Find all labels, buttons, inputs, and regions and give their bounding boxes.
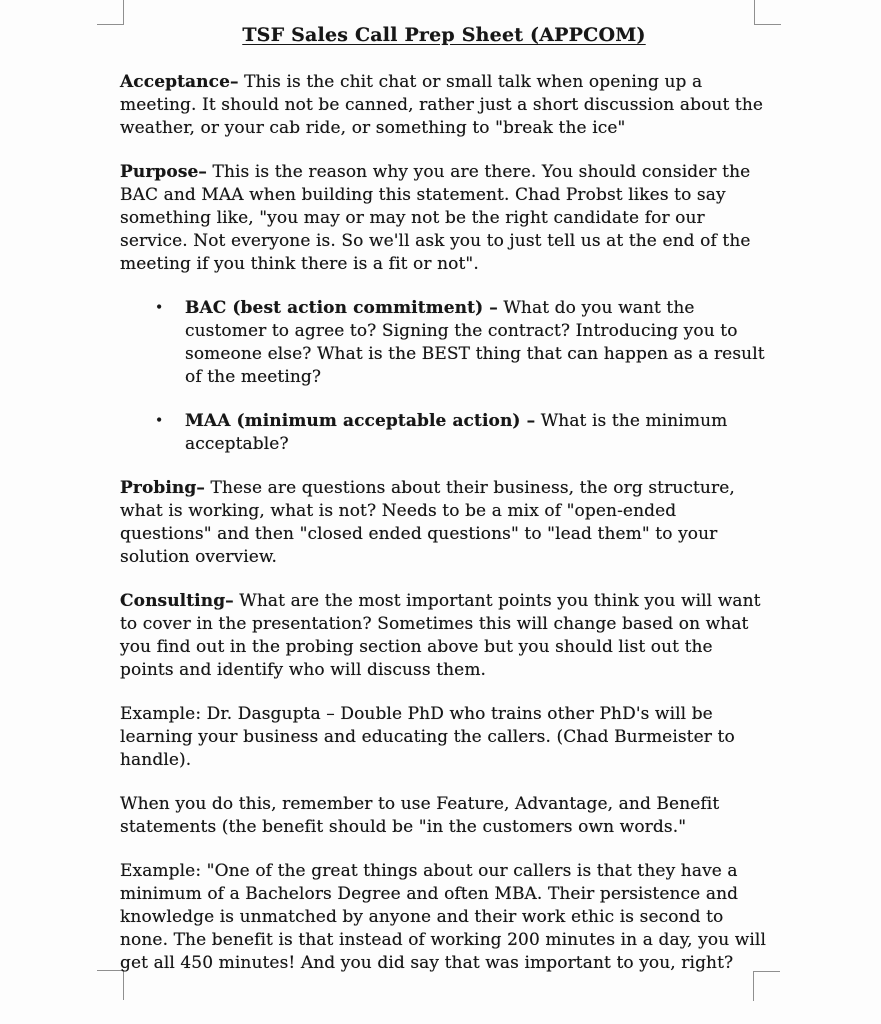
section-consulting-text: What are the most important points you think you will want to cover in the presentation? Sometimes this will change based on what you find out in the probing section above but you should list out the points and identify who will discuss them.	[120, 591, 761, 680]
section-acceptance-text: This is the chit chat or small talk when opening up a meeting. It should not be canned, rather just a short discussion about the weather, or your cab ride, or something to "break the ice"	[120, 72, 764, 138]
bullet-maa-content	[185, 410, 768, 456]
bullet-maa-text: What is the minimum acceptable?	[185, 411, 728, 454]
paragraph-example-dasgupta	[120, 703, 768, 772]
paragraph-feature-advantage-benefit-text: When you do this, remember to use Feature, Advantage, and Benefit statements (the benefit should be "in the customers own words."	[120, 794, 720, 837]
section-purpose-label: Purpose–	[120, 162, 208, 182]
section-purpose	[120, 161, 768, 276]
section-probing-label: Probing–	[120, 478, 205, 498]
document-body	[120, 24, 768, 996]
bullet-item-bac	[120, 297, 768, 389]
bullet-item-maa	[120, 410, 768, 456]
crop-mark-top-right	[754, 0, 781, 25]
section-probing-text: These are questions about their business, the org structure, what is working, what is not? Needs to be a mix of "open-ended questions" and then "closed ended questions" to "lead them" to your solution overview.	[120, 478, 735, 567]
section-consulting-label: Consulting–	[120, 591, 234, 611]
paragraph-feature-advantage-benefit	[120, 793, 768, 839]
section-acceptance	[120, 71, 768, 140]
bullet-bac-text: What do you want the customer to agree to? Signing the contract? Introducing you to someone else? What is the BEST thing that can happen as a result of the meeting?	[185, 298, 765, 387]
document-title: TSF Sales Call Prep Sheet (APPCOM)	[242, 24, 646, 46]
bullet-maa-label: MAA (minimum acceptable action) –	[185, 411, 536, 431]
paragraph-example-dasgupta-text: Example: Dr. Dasgupta – Double PhD who trains other PhD's will be learning your business and educating the callers. (Chad Burmeister to handle).	[120, 704, 735, 770]
section-consulting	[120, 590, 768, 682]
section-acceptance-label: Acceptance–	[120, 72, 239, 92]
section-purpose-text: This is the reason why you are there. You should consider the BAC and MAA when building this statement. Chad Probst likes to say something like, "you may or may not be the right candidate for our service. Not everyone is. So we'll ask you to just tell us at the end of the meeting if you think there is a fit or not".	[120, 162, 751, 274]
paragraph-example-callers-text: Example: "One of the great things about our callers is that they have a minimum of a Bachelors Degree and often MBA. Their persistence and knowledge is unmatched by anyone and their work ethic is second to none. The benefit is that instead of working 200 minutes in a day, you will get all 450 minutes! And you did say that was important to you, right?	[120, 861, 767, 973]
paragraph-example-callers	[120, 860, 768, 975]
section-probing	[120, 477, 768, 569]
crop-mark-top-left	[97, 0, 124, 25]
bullet-bac-content	[185, 297, 768, 389]
bullet-icon: •	[155, 413, 164, 429]
bullet-bac-label: BAC (best action commitment) –	[185, 298, 498, 318]
bullet-icon: •	[155, 300, 164, 316]
